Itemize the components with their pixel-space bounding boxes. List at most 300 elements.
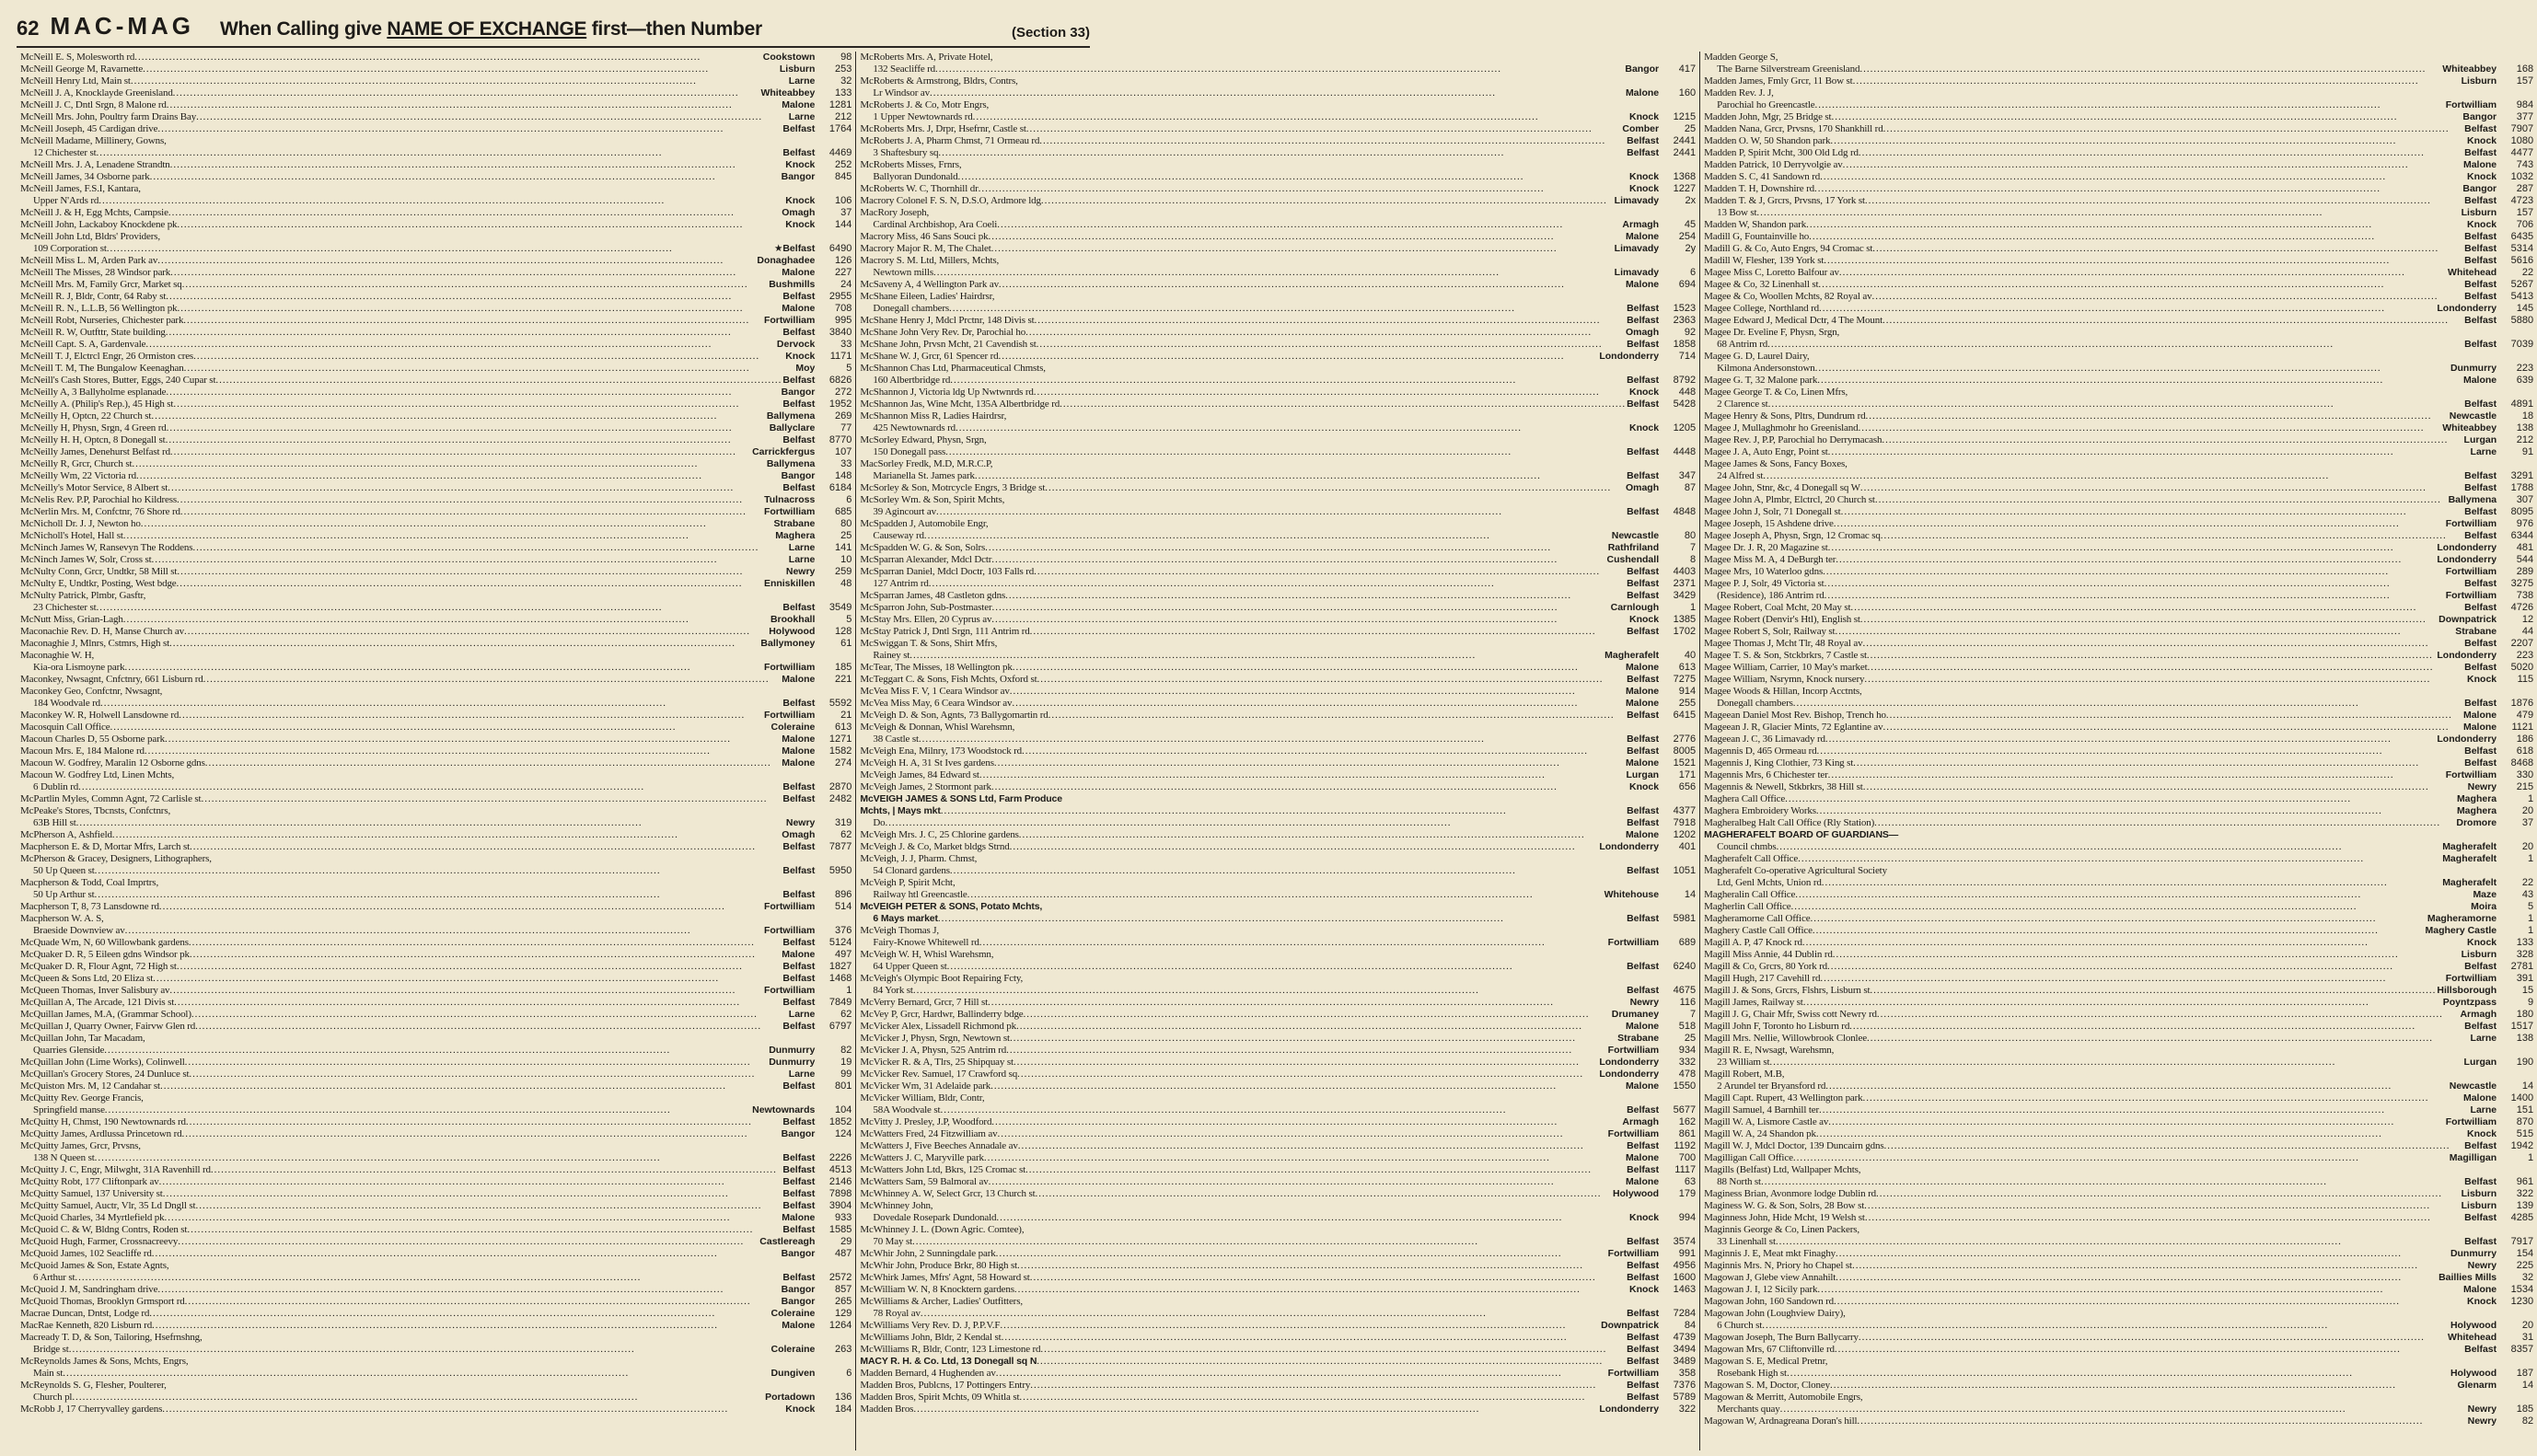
entry-exchange: Belfast bbox=[2464, 1236, 2497, 1247]
entry-leader bbox=[95, 865, 782, 877]
entry-leader bbox=[160, 1080, 782, 1092]
directory-entry bbox=[20, 1104, 851, 1116]
entry-exchange: Belfast bbox=[782, 841, 816, 852]
entry-number: 6 bbox=[846, 494, 852, 505]
entry-leader bbox=[1863, 781, 2467, 793]
directory-entry bbox=[860, 291, 1696, 303]
entry-number: 62 bbox=[840, 829, 852, 840]
entry-number: 5 bbox=[846, 363, 852, 374]
entry-name: Maginnis George & Co, Linen Packers, bbox=[1704, 1224, 1859, 1235]
entry-number: 618 bbox=[2516, 745, 2534, 757]
entry-leader bbox=[95, 1152, 782, 1164]
entry-number: 33 bbox=[840, 458, 852, 469]
entry-leader bbox=[991, 602, 1609, 614]
entry-leader bbox=[186, 1116, 782, 1128]
directory-entry bbox=[20, 614, 851, 626]
entry-leader bbox=[183, 315, 763, 327]
entry-leader bbox=[1852, 1260, 2467, 1272]
entry-number: 976 bbox=[2516, 518, 2534, 529]
entry-number: 518 bbox=[1678, 1021, 1697, 1032]
directory-entry bbox=[860, 817, 1696, 829]
directory-entry bbox=[1704, 231, 2533, 243]
entry-exchange: Newry bbox=[1629, 997, 1660, 1008]
entry-number: 995 bbox=[835, 315, 852, 326]
entry-name: Magee Robert, Coal Mcht, 20 May st bbox=[1704, 602, 1851, 613]
entry-name: McNeilly's Motor Service, 8 Albert st bbox=[20, 482, 168, 493]
entry-name: Madden Rev. J. J, bbox=[1704, 87, 1774, 98]
directory-entry bbox=[1704, 1069, 2533, 1080]
entry-leader bbox=[1839, 267, 2447, 279]
entry-name: McVeigh & Donnan, Whisl Warehsmn, bbox=[860, 722, 1015, 733]
directory-entry bbox=[1704, 745, 2533, 757]
entry-name: McReynolds S. G, Flesher, Poulterer, bbox=[20, 1380, 167, 1391]
entry-number: 3494 bbox=[1673, 1344, 1697, 1355]
entry-exchange: Belfast bbox=[782, 937, 816, 948]
directory-entry bbox=[20, 1260, 851, 1272]
entry-exchange: Fortwilliam bbox=[1607, 1045, 1660, 1056]
entry-leader bbox=[1833, 949, 2461, 961]
entry-name: Madden O. W, 50 Shandon park bbox=[1704, 135, 1831, 146]
entry-name: 39 Agincourt av bbox=[873, 506, 937, 517]
entry-leader bbox=[1761, 1176, 2463, 1188]
entry-number: 63 bbox=[1684, 1176, 1697, 1187]
entry-leader bbox=[191, 1009, 788, 1021]
entry-leader bbox=[168, 207, 781, 219]
directory-entry bbox=[1704, 734, 2533, 745]
directory-entry bbox=[1704, 219, 2533, 231]
entry-leader bbox=[979, 183, 1628, 195]
entry-exchange: Fortwilliam bbox=[763, 710, 816, 721]
directory-entry bbox=[860, 494, 1696, 506]
entry-number: 3840 bbox=[828, 327, 852, 338]
directory-entry bbox=[20, 399, 851, 410]
entry-number: 126 bbox=[835, 255, 852, 266]
directory-entry bbox=[1704, 877, 2533, 889]
entry-name: McQuillan J, Quarry Owner, Fairvw Glen rd bbox=[20, 1021, 196, 1032]
entry-exchange: Malone bbox=[1625, 829, 1660, 840]
entry-number: 1517 bbox=[2510, 1021, 2534, 1032]
entry-number: 7849 bbox=[828, 997, 852, 1008]
entry-leader bbox=[1030, 1272, 1626, 1284]
entry-leader bbox=[1802, 937, 2466, 949]
entry-number: 212 bbox=[2516, 434, 2534, 445]
entry-name: Ltd, Genl Mchts, Union rd bbox=[1717, 877, 1822, 888]
entry-exchange: Londonderry bbox=[1599, 1057, 1660, 1068]
entry-name: Macrory Major R. M, The Chalet bbox=[860, 243, 991, 254]
directory-entry bbox=[860, 410, 1696, 422]
directory-entry bbox=[1704, 183, 2533, 195]
entry-number: 961 bbox=[2516, 1176, 2534, 1187]
entry-exchange: Belfast bbox=[2464, 470, 2497, 481]
entry-leader bbox=[1867, 650, 2436, 662]
entry-exchange: Omagh bbox=[782, 207, 816, 218]
entry-number: 20 bbox=[2521, 1320, 2534, 1331]
entry-exchange: Holywood bbox=[2450, 1368, 2497, 1379]
entry-leader bbox=[1882, 315, 2463, 327]
entry-name: McNeill J. & H, Egg Mchts, Campsie bbox=[20, 207, 168, 218]
entry-exchange: Holywood bbox=[1612, 1188, 1660, 1199]
entry-leader bbox=[1862, 638, 2463, 650]
directory-entry bbox=[860, 1104, 1696, 1116]
entry-name: McPartlin Myles, Commn Agnt, 72 Carlisle st bbox=[20, 793, 202, 804]
entry-number: 43 bbox=[2521, 889, 2534, 900]
directory-entry bbox=[1704, 1380, 2533, 1392]
entry-number: 1205 bbox=[1673, 422, 1697, 433]
entry-leader bbox=[152, 554, 788, 566]
directory-entry bbox=[1704, 1200, 2533, 1212]
entry-leader bbox=[1827, 961, 2463, 973]
entry-number: 25 bbox=[840, 530, 852, 541]
entry-number: 613 bbox=[1678, 662, 1697, 673]
entry-number: 4477 bbox=[2510, 147, 2534, 158]
entry-exchange: Whiteabbey bbox=[2442, 422, 2497, 433]
entry-name: McRobb J, 17 Cherryvalley gardens bbox=[20, 1404, 163, 1415]
entry-number: 18 bbox=[2521, 410, 2534, 422]
entry-name: 127 Antrim rd bbox=[873, 578, 929, 589]
entry-name: McQuaker D. R, Flour Agnt, 72 High st bbox=[20, 961, 177, 972]
entry-exchange: Belfast bbox=[1627, 1380, 1660, 1391]
directory-entry bbox=[20, 1368, 851, 1380]
entry-name: Maginnis J. E, Meat mkt Finaghy bbox=[1704, 1248, 1836, 1259]
entry-name: Kilmona Andersonstown bbox=[1717, 363, 1815, 374]
entry-name: 38 Castle st bbox=[873, 734, 919, 745]
entry-exchange: Fortwilliam bbox=[2445, 590, 2497, 601]
entry-name: Magee Joseph A, Physn, Srgn, 12 Cromac sq bbox=[1704, 530, 1881, 541]
entry-exchange: Dunmurry bbox=[769, 1057, 816, 1068]
directory-entry bbox=[1704, 267, 2533, 279]
entry-leader bbox=[1857, 1416, 2466, 1427]
entry-exchange: Fortwilliam bbox=[763, 506, 816, 517]
entry-leader bbox=[1018, 1140, 1626, 1152]
entry-name: McVeigh W. H, Whisl Warehsmn, bbox=[860, 949, 994, 960]
entry-name: Magennis & Newell, Stkbrkrs, 38 Hill st bbox=[1704, 781, 1863, 792]
entry-leader bbox=[1835, 1344, 2463, 1356]
entry-name: Madden Nana, Grcr, Prvsns, 170 Shankhill rd bbox=[1704, 123, 1883, 134]
entry-number: 116 bbox=[1679, 997, 1697, 1008]
entry-number: 319 bbox=[835, 817, 852, 828]
entry-name: McQuillan John, Tar Macadam, bbox=[20, 1033, 145, 1044]
directory-entry bbox=[860, 1188, 1696, 1200]
entry-exchange: Belfast bbox=[1627, 506, 1660, 517]
entry-number: 1523 bbox=[1673, 303, 1697, 314]
entry-leader bbox=[180, 506, 763, 518]
entry-name: 58A Woodvale st bbox=[873, 1104, 941, 1115]
entry-name: Magee Mrs, 10 Waterloo gdns bbox=[1704, 566, 1824, 577]
entry-name: McNeill J. A, Knocklayde Greenisland bbox=[20, 87, 173, 98]
entry-exchange: Lurgan bbox=[1626, 769, 1660, 780]
entry-leader bbox=[947, 961, 1626, 973]
entry-number: 376 bbox=[835, 925, 852, 936]
directory-entry bbox=[1704, 387, 2533, 399]
directory-entry bbox=[860, 123, 1696, 135]
entry-exchange: Belfast bbox=[782, 482, 816, 493]
entry-leader bbox=[123, 530, 774, 542]
entry-name: Magee Dr. J. R, 20 Magazine st bbox=[1704, 542, 1828, 553]
entry-number: 1400 bbox=[2510, 1092, 2534, 1104]
entry-leader bbox=[950, 865, 1626, 877]
entry-number: 2146 bbox=[828, 1176, 852, 1187]
entry-exchange: Coleraine bbox=[770, 1308, 816, 1319]
entry-number: 1202 bbox=[1673, 829, 1697, 840]
entry-exchange: Fortwilliam bbox=[1607, 1248, 1660, 1259]
entry-name: Madden S. C, 41 Sandown rd bbox=[1704, 171, 1821, 182]
directory-entry bbox=[860, 1045, 1696, 1057]
directory-entry bbox=[860, 949, 1696, 961]
entry-number: 223 bbox=[2516, 650, 2534, 661]
entry-exchange: Belfast bbox=[1627, 1272, 1660, 1283]
entry-name: McWhinney A. W, Select Grcr, 13 Church st bbox=[860, 1188, 1036, 1199]
directory-entry bbox=[1704, 757, 2533, 769]
entry-leader bbox=[1030, 626, 1626, 638]
entry-leader bbox=[1060, 399, 1626, 410]
entry-exchange: Magherafelt bbox=[2442, 853, 2497, 864]
directory-entry bbox=[20, 470, 851, 482]
directory-entry bbox=[1704, 1296, 2533, 1308]
entry-name: McNeill Madame, Millinery, Gowns, bbox=[20, 135, 167, 146]
entry-exchange: Belfast bbox=[1627, 1332, 1660, 1343]
entry-name: McQuade Wm, N, 60 Willowbank gardens bbox=[20, 937, 189, 948]
entry-name: McNeilly H, Optcn, 22 Church st bbox=[20, 410, 152, 422]
directory-entry bbox=[860, 745, 1696, 757]
entry-number: 265 bbox=[835, 1296, 852, 1307]
directory-entry bbox=[860, 925, 1696, 937]
entry-exchange: Belfast bbox=[1627, 1164, 1660, 1175]
directory-entry bbox=[20, 722, 851, 734]
directory-entry bbox=[20, 757, 851, 769]
entry-exchange: Larne bbox=[2470, 1033, 2497, 1044]
entry-leader bbox=[69, 1344, 770, 1356]
entry-exchange: Bangor bbox=[781, 1248, 816, 1259]
directory-entry bbox=[860, 231, 1696, 243]
entry-number: 82 bbox=[840, 1045, 852, 1056]
directory-entry bbox=[860, 1033, 1696, 1045]
entry-name: Magee Robert (Denvir's Htl), English st bbox=[1704, 614, 1860, 625]
directory-entry bbox=[860, 387, 1696, 399]
entry-exchange: Ballymena bbox=[766, 410, 816, 422]
entry-name: Macrory Colonel F. S. N, D.S.O, Ardmore ldg bbox=[860, 195, 1041, 206]
entry-number: 1 bbox=[1689, 602, 1697, 613]
entry-leader bbox=[1762, 1320, 2450, 1332]
entry-name: 12 Chichester st bbox=[33, 147, 97, 158]
entry-leader bbox=[1756, 207, 2460, 219]
entry-number: 6184 bbox=[828, 482, 852, 493]
entry-exchange: Bangor bbox=[781, 1296, 816, 1307]
directory-entry bbox=[1704, 111, 2533, 123]
entry-name: Magee Thomas J, Mcht Tlr, 48 Royal av bbox=[1704, 638, 1863, 649]
entry-number: 417 bbox=[1678, 64, 1697, 75]
entry-number: 40 bbox=[1684, 650, 1697, 661]
entry-name: MacRae Kenneth, 820 Lisburn rd bbox=[20, 1320, 153, 1331]
directory-entry bbox=[20, 219, 851, 231]
entry-exchange: Belfast bbox=[1627, 566, 1660, 577]
entry-exchange: Belfast bbox=[2464, 530, 2497, 541]
entry-number: 287 bbox=[2516, 183, 2534, 194]
directory-entry bbox=[860, 482, 1696, 494]
entry-exchange: Fortwilliam bbox=[2445, 566, 2497, 577]
entry-leader bbox=[1883, 123, 2464, 135]
entry-name: McNeill R. N., L.L.B, 56 Wellington pk bbox=[20, 303, 178, 314]
entry-name: McQueen & Sons Ltd, 20 Eliza st bbox=[20, 973, 154, 984]
entry-exchange: Larne bbox=[788, 554, 816, 565]
entry-leader bbox=[912, 1236, 1626, 1248]
entry-name: Parochial ho Greencastle bbox=[1717, 99, 1815, 110]
directory-entry bbox=[860, 303, 1696, 315]
entry-exchange: Lisburn bbox=[2461, 1200, 2497, 1211]
entry-exchange: Malone bbox=[782, 1212, 816, 1223]
entry-leader bbox=[967, 889, 1604, 901]
entry-leader bbox=[196, 111, 788, 123]
entry-name: Madden Bros bbox=[860, 1404, 914, 1415]
entry-number: 694 bbox=[1678, 279, 1697, 290]
entry-exchange: Belfast bbox=[782, 889, 816, 900]
entry-name: McVicker R. & A, Tlrs, 25 Shipquay st bbox=[860, 1057, 1014, 1068]
entry-number: 129 bbox=[835, 1308, 852, 1319]
entry-exchange: Knock bbox=[2467, 674, 2497, 685]
entry-leader bbox=[177, 566, 785, 578]
entry-exchange: Larne bbox=[2470, 1104, 2497, 1115]
entry-exchange: Larne bbox=[788, 75, 816, 87]
entry-exchange: Newtownards bbox=[752, 1104, 816, 1115]
entry-leader bbox=[950, 375, 1626, 387]
entry-number: 33 bbox=[840, 339, 852, 350]
directory-entry bbox=[20, 135, 851, 147]
entry-name: Magill W. A, Lismore Castle av bbox=[1704, 1116, 1829, 1127]
entry-number: 514 bbox=[835, 901, 852, 912]
entry-number: 99 bbox=[840, 1069, 852, 1080]
entry-name: McSorley Wm. & Son, Spirit Mchts, bbox=[860, 494, 1005, 505]
directory-entry bbox=[20, 255, 851, 267]
entry-exchange: Belfast bbox=[1627, 961, 1660, 972]
entry-leader bbox=[1860, 614, 2438, 626]
directory-entry bbox=[1704, 1344, 2533, 1356]
entry-exchange: Knock bbox=[1629, 1284, 1660, 1295]
entry-exchange: Fortwilliam bbox=[2445, 99, 2497, 110]
entry-name: McNeilly A, 3 Ballyholme esplanade bbox=[20, 387, 167, 398]
entry-leader bbox=[1025, 327, 1625, 339]
directory-entry bbox=[1704, 518, 2533, 530]
directory-entry bbox=[860, 1248, 1696, 1260]
entry-number: 2441 bbox=[1673, 135, 1697, 146]
entry-leader bbox=[985, 542, 1607, 554]
directory-entry bbox=[20, 482, 851, 494]
entry-exchange: Maghera bbox=[2456, 805, 2497, 816]
directory-entry bbox=[1704, 87, 2533, 99]
entry-exchange: Belfast bbox=[1627, 1260, 1660, 1271]
entry-exchange: Belfast bbox=[1627, 339, 1660, 350]
directory-entry bbox=[1704, 339, 2533, 351]
entry-leader bbox=[190, 841, 782, 853]
entry-exchange: Londonderry bbox=[1599, 1404, 1660, 1415]
entry-number: 4726 bbox=[2510, 602, 2534, 613]
directory-entry bbox=[20, 1320, 851, 1332]
directory-entry bbox=[1704, 997, 2533, 1009]
directory-entry bbox=[20, 1248, 851, 1260]
directory-entry bbox=[20, 530, 851, 542]
entry-name: (Residence), 186 Antrim rd bbox=[1717, 590, 1825, 601]
directory-entry bbox=[1704, 1416, 2533, 1427]
directory-entry bbox=[860, 865, 1696, 877]
directory-entry bbox=[1704, 638, 2533, 650]
entry-leader bbox=[1036, 1188, 1612, 1200]
entry-leader bbox=[192, 542, 787, 554]
entry-leader bbox=[179, 710, 763, 722]
entry-name: McQuillan A, The Arcade, 121 Divis st bbox=[20, 997, 175, 1008]
directory-entry bbox=[1704, 1021, 2533, 1033]
entry-name: McRoberts J. A, Pharm Chmst, 71 Ormeau rd bbox=[860, 135, 1040, 146]
entry-exchange: Londonderry bbox=[2437, 542, 2497, 553]
entry-name: McNulty E, Undtkr, Posting, West bdge bbox=[20, 578, 177, 589]
directory-entry bbox=[20, 769, 851, 781]
directory-entry bbox=[860, 64, 1696, 75]
entry-number: 5267 bbox=[2510, 279, 2534, 290]
entry-name: McNeill E. S, Molesworth rd bbox=[20, 52, 135, 63]
entry-number: 656 bbox=[1678, 781, 1697, 792]
entry-number: 2482 bbox=[828, 793, 852, 804]
entry-exchange: Bangor bbox=[781, 387, 816, 398]
entry-name: Maginness John, Hide Mcht, 19 Welsh st bbox=[1704, 1212, 1865, 1223]
directory-entry bbox=[860, 710, 1696, 722]
entry-number: 185 bbox=[2516, 1404, 2534, 1415]
directory-entry bbox=[1704, 1009, 2533, 1021]
directory-entry bbox=[860, 1164, 1696, 1176]
entry-exchange: Lisburn bbox=[2461, 75, 2497, 87]
directory-entry bbox=[20, 1009, 851, 1021]
entry-exchange: Whitehouse bbox=[1604, 889, 1660, 900]
directory-entry bbox=[20, 1296, 851, 1308]
entry-number: 991 bbox=[1678, 1248, 1697, 1259]
entry-number: 12 bbox=[2521, 614, 2534, 625]
entry-number: 154 bbox=[2516, 1248, 2534, 1259]
entry-number: 689 bbox=[1678, 937, 1697, 948]
directory-entry bbox=[860, 650, 1696, 662]
entry-name: McQuitty Robt, 177 Cliftonpark av bbox=[20, 1176, 159, 1187]
directory-entry bbox=[20, 243, 851, 255]
entry-leader bbox=[1010, 686, 1625, 698]
entry-leader bbox=[1803, 997, 2442, 1009]
entry-leader bbox=[157, 1284, 780, 1296]
entry-exchange: Belfast bbox=[782, 973, 816, 984]
directory-entry bbox=[860, 829, 1696, 841]
entry-leader bbox=[1870, 985, 2436, 997]
entry-number: 144 bbox=[835, 219, 852, 230]
calling-instruction-pre: When Calling give bbox=[220, 18, 388, 40]
entry-exchange: Lisburn bbox=[2461, 207, 2497, 218]
entry-exchange: Belfast bbox=[1627, 734, 1660, 745]
directory-entry bbox=[1704, 363, 2533, 375]
entry-name: Do bbox=[873, 817, 886, 828]
entry-exchange: Belfast bbox=[2464, 399, 2497, 410]
entry-leader bbox=[1776, 841, 2441, 853]
entry-leader bbox=[1831, 111, 2462, 123]
entry-leader bbox=[1877, 1009, 2460, 1021]
directory-entry bbox=[1704, 351, 2533, 363]
entry-name: MacRory Joseph, bbox=[860, 207, 930, 218]
entry-number: 1171 bbox=[829, 351, 852, 362]
directory-entry bbox=[20, 973, 851, 985]
entry-name: Madden P, Spirit Mcht, 300 Old Ldg rd bbox=[1704, 147, 1859, 158]
entry-exchange: Belfast bbox=[782, 865, 816, 876]
entry-exchange: Belfast bbox=[782, 1176, 816, 1187]
entry-name: Magowan J. I, 12 Sicily park bbox=[1704, 1284, 1818, 1295]
entry-number: 8468 bbox=[2510, 757, 2534, 768]
entry-leader bbox=[201, 793, 782, 805]
entry-exchange: Fortwilliam bbox=[763, 985, 816, 996]
entry-exchange: Knock bbox=[785, 1404, 816, 1415]
entry-exchange: Bangor bbox=[781, 1128, 816, 1139]
entry-exchange: Knock bbox=[1629, 387, 1660, 398]
entry-number: 20 bbox=[2521, 841, 2534, 852]
entry-name: Marianella St. James park bbox=[873, 470, 975, 481]
